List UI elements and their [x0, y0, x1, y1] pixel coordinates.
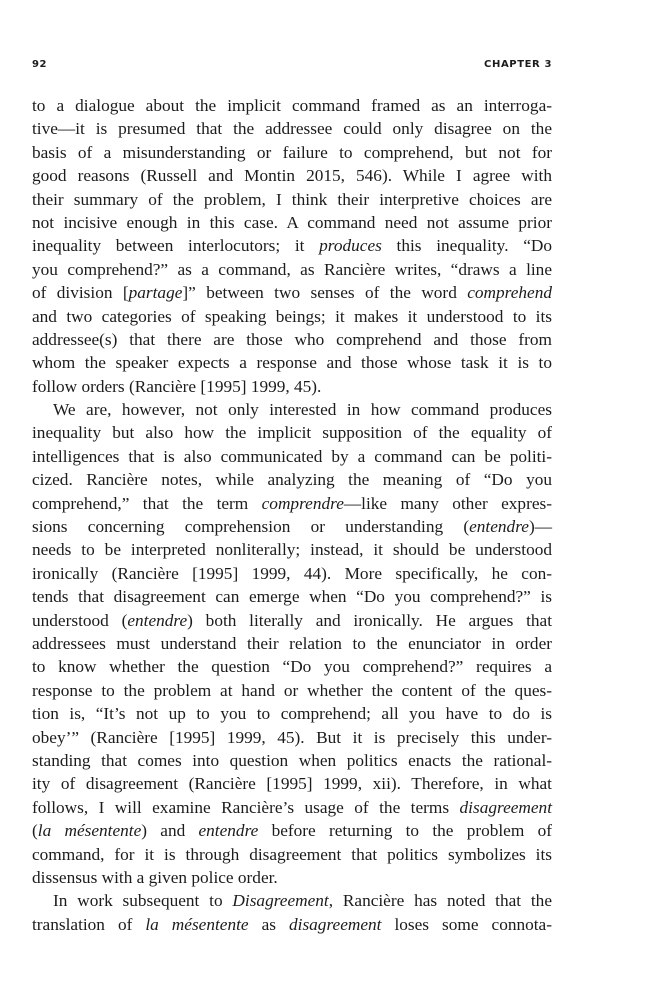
- text-segment: whom the speaker expects a response and those whose task it is to: [32, 353, 552, 373]
- text-line: [32, 141, 552, 164]
- body-text: [32, 94, 552, 936]
- text-line: [32, 305, 552, 328]
- italic-text: entendre: [469, 517, 529, 537]
- text-segment: We are, however, not only interested in how command produces: [53, 400, 552, 420]
- text-segment: tive—it is presumed that the addressee could only disagree on the: [32, 119, 552, 139]
- text-segment: loses some connota-: [381, 914, 552, 934]
- text-segment: cized. Rancière notes, while analyzing the meaning of “Do you: [32, 470, 552, 490]
- text-line: [32, 632, 552, 655]
- text-segment: good reasons (Russell and Montin 2015, 546). While I agree with: [32, 166, 552, 186]
- text-line: [32, 889, 552, 912]
- text-line: [32, 117, 552, 140]
- text-line: [32, 772, 552, 795]
- italic-text: partage: [128, 283, 183, 303]
- text-line: [32, 749, 552, 772]
- text-line: [32, 211, 552, 234]
- text-line: [32, 328, 552, 351]
- text-segment: intelligences that is also communicated by a command can be politi-: [32, 446, 552, 466]
- text-line: [32, 398, 552, 421]
- italic-text: entendre: [198, 821, 259, 841]
- page-number: 92: [32, 59, 48, 70]
- text-segment: command, for it is through disagreement that politics symbolizes its: [32, 844, 552, 864]
- text-segment: tion is, “It’s not up to you to comprehend; all you have to do is: [32, 704, 552, 724]
- text-line: [32, 492, 552, 515]
- text-segment: ironically (Rancière [1995] 1999, 44). More specifically, he con-: [32, 563, 552, 583]
- text-segment: dissensus with a given police order.: [32, 867, 278, 887]
- text-segment: In work subsequent to: [53, 891, 233, 911]
- text-segment: addressees must understand their relation to the enunciator in order: [32, 633, 552, 653]
- text-segment: —like many other expres-: [343, 493, 552, 513]
- chapter-label: CHAPTER 3: [484, 59, 552, 70]
- text-line: [32, 258, 552, 281]
- italic-text: disagreement: [459, 797, 552, 817]
- text-segment: to know whether the question “Do you comprehend?” requires a: [32, 657, 552, 677]
- text-segment: and two categories of speaking beings; it makes it understood to its: [32, 306, 552, 326]
- text-segment: inequality but also how the implicit supposition of the equality of: [32, 423, 552, 443]
- text-line: [32, 655, 552, 678]
- italic-text: disagreement: [289, 914, 382, 934]
- text-line: [32, 796, 552, 819]
- text-segment: ) both literally and ironically. He argues that: [187, 610, 553, 630]
- text-segment: sions concerning comprehension or understanding (: [32, 517, 470, 537]
- text-line: [32, 843, 552, 866]
- text-segment: as: [248, 914, 289, 934]
- running-head: [32, 59, 552, 75]
- text-segment: obey’” (Rancière [1995] 1999, 45). But it is precisely this under-: [32, 727, 552, 747]
- text-segment: you comprehend?” as a command, as Rancière writes, “draws a line: [32, 259, 552, 279]
- text-line: [32, 375, 552, 398]
- text-line: [32, 562, 552, 585]
- text-line: [32, 445, 552, 468]
- italic-text: comprehend: [467, 283, 553, 303]
- text-segment: comprehend,” that the term: [32, 493, 262, 513]
- text-segment: , Rancière has noted that the: [328, 891, 552, 911]
- text-segment: addressee(s) that there are those who comprehend and those from: [32, 329, 552, 349]
- text-line: [32, 866, 552, 889]
- italic-text: la mésentente: [145, 914, 249, 934]
- text-segment: needs to be interpreted nonliterally; instead, it should be understood: [32, 540, 552, 560]
- text-segment: understood (: [32, 610, 128, 630]
- text-line: [32, 913, 552, 936]
- text-line: [32, 351, 552, 374]
- text-segment: ity of disagreement (Rancière [1995] 1999, xii). Therefore, in what: [32, 774, 552, 794]
- text-line: [32, 609, 552, 632]
- italic-text: produces: [319, 236, 382, 256]
- text-segment: )—: [528, 517, 552, 537]
- italic-text: comprendre: [261, 493, 344, 513]
- text-segment: translation of: [32, 914, 146, 934]
- italic-text: la mésentente: [37, 821, 142, 841]
- text-segment: follow orders (Rancière [1995] 1999, 45).: [32, 376, 322, 396]
- text-segment: tends that disagreement can emerge when “Do you comprehend?” is: [32, 587, 552, 607]
- text-line: [32, 819, 552, 842]
- text-line: [32, 585, 552, 608]
- text-line: [32, 702, 552, 725]
- text-line: [32, 726, 552, 749]
- text-segment: inequality between interlocutors; it: [32, 236, 320, 256]
- text-segment: of division [: [32, 283, 129, 303]
- text-line: [32, 679, 552, 702]
- text-line: [32, 515, 552, 538]
- text-segment: ) and: [141, 821, 199, 841]
- text-line: [32, 234, 552, 257]
- text-segment: before returning to the problem of: [258, 821, 552, 841]
- text-segment: ]” between two senses of the word: [182, 283, 468, 303]
- italic-text: entendre: [127, 610, 188, 630]
- text-segment: basis of a misunderstanding or failure to comprehend, but not for: [32, 142, 552, 162]
- text-line: [32, 421, 552, 444]
- text-line: [32, 468, 552, 491]
- text-segment: not incisive enough in this case. A command need not assume prior: [32, 212, 552, 232]
- text-segment: to a dialogue about the implicit command framed as an interroga-: [32, 96, 552, 115]
- text-line: [32, 188, 552, 211]
- text-line: [32, 281, 552, 304]
- text-segment: this inequality. “Do: [381, 236, 552, 256]
- text-segment: response to the problem at hand or whether the content of the ques-: [32, 680, 552, 700]
- text-segment: standing that comes into question when politics enacts the rational-: [32, 750, 552, 770]
- text-segment: their summary of the problem, I think their interpretive choices are: [32, 189, 552, 209]
- italic-text: Disagreement: [232, 891, 329, 911]
- text-line: [32, 538, 552, 561]
- text-segment: follows, I will examine Rancière’s usage of the terms: [32, 797, 460, 817]
- text-line: [32, 94, 552, 117]
- text-segment: (: [32, 821, 38, 841]
- text-line: [32, 164, 552, 187]
